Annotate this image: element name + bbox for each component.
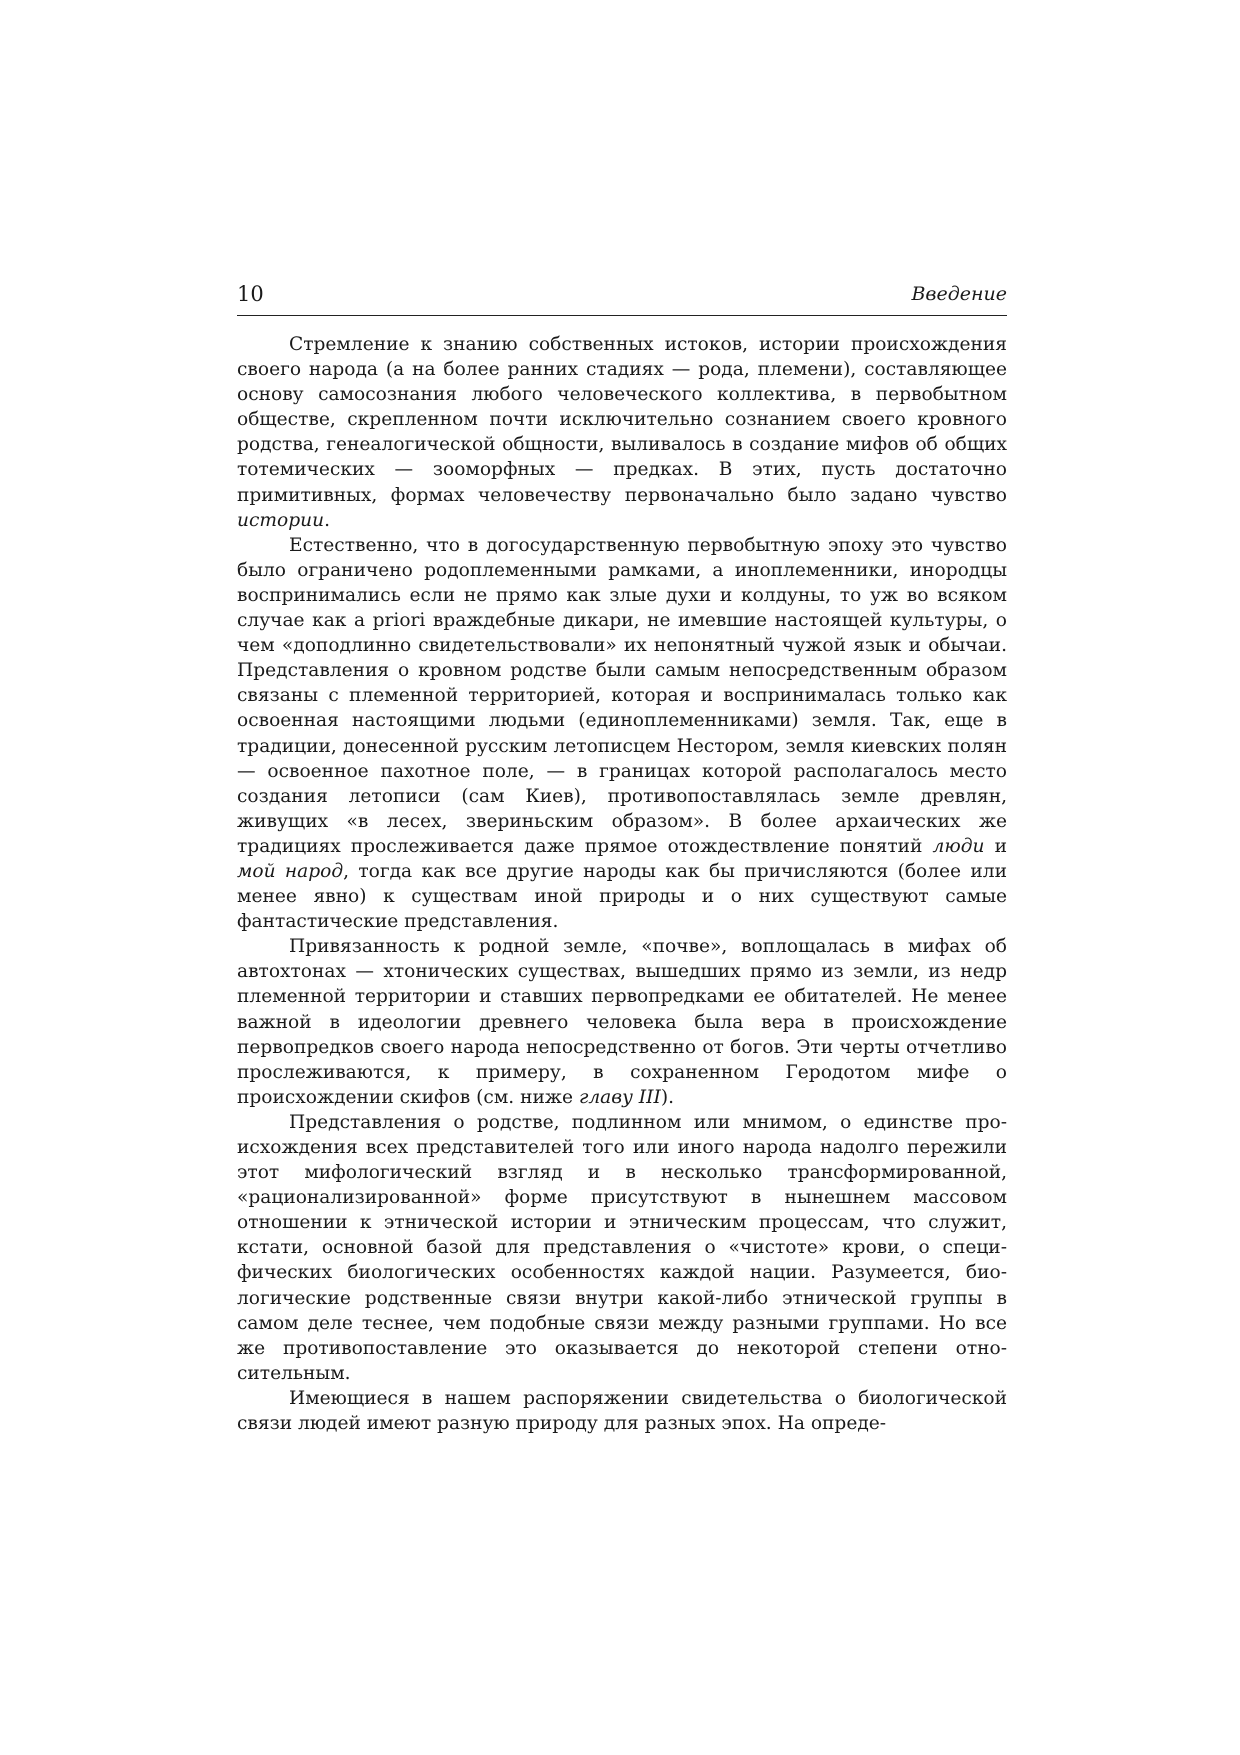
paragraph-1 [237, 332, 1007, 533]
paragraph-4 [237, 1110, 1007, 1386]
italic-term: истории [237, 509, 325, 531]
chapter-title: Введение [911, 283, 1007, 305]
page-number: 10 [237, 282, 264, 306]
body-text [237, 332, 1007, 1436]
text-run: и [984, 835, 1007, 857]
italic-term: мой народ [237, 860, 344, 882]
book-page [237, 279, 1007, 1436]
italic-reference: главу III [578, 1086, 661, 1108]
text-run: Естественно, что в догосударственную первобытную эпоху это чувство было ограничено родоплеменными рамками, а иноплеменники, инородцы воспринимались если не прямо как злые духи и колдуны, то уж во всяком случае как a priori враждебные дикари, не имевшие настоящей культуры, о чем «доподлинно свидетельствовали» их непонятный чужой язык и обычаи. Представления о кровном родстве были самым непосредственным образом связаны с племенной территорией, которая и воспринималась только как освоенная настоящими людьми (единоплеменниками) земля. Так, еще в традиции, донесенной русским летописцем Нестором, земля киевских полян — освоенное пахотное поле, — в границах которой располагалось место создания летописи (сам Киев), противопоставлялась земле древлян, живущих «в лесех, звериньским образом». В более архаических же традициях прослеживается даже прямое отождествление понятий [237, 534, 1007, 857]
paragraph-5 [237, 1386, 1007, 1436]
paragraph-3 [237, 934, 1007, 1110]
text-run: Имеющиеся в нашем распоряжении свидетельства о биологической связи людей имеют разную природу для разных эпох. На опреде- [237, 1387, 1007, 1435]
text-run: . [324, 509, 330, 531]
text-run: Представления о родстве, подлинном или мнимом, о единстве происхождения всех представителей того или иного народа надолго пережили этот мифологический взгляд и в несколько трансформированной, «рационализированной» форме присутствуют в нынешнем массовом отношении к этнической истории и этническим процессам, что служит, кстати, основной базой для представления о «чистоте» крови, о специфических биологических особенностях каждой нации. Разумеется, биологические родственные связи внутри какой-либо этнической группы в самом деле теснее, чем подобные связи между разными группами. Но все же противопоставление это оказывается до некоторой степени относительным. [237, 1111, 1007, 1384]
running-head [237, 279, 1007, 316]
italic-term: люди [932, 835, 985, 857]
text-run: Привязанность к родной земле, «почве», воплощалась в мифах об автохтонах — хтонических существах, вышедших прямо из земли, из недр племенной территории и ставших первопредками ее обитателей. Не менее важной в идеологии древнего человека была вера в происхождение первопредков своего народа непосредственно от богов. Эти черты отчетливо прослеживаются, к примеру, в сохраненном Геродотом мифе о происхождении скифов (см. ниже [237, 936, 1007, 1108]
text-run: Стремление к знанию собственных истоков, истории происхождения своего народа (а на более ранних стадиях — рода, племени), составляющее основу самосознания любого человеческого коллектива, в первобытном обществе, скрепленном почти исключительно сознанием своего кровного родства, генеалогической общности, выливалось в создание мифов об общих тотемических — зооморфных — предках. В этих, пусть достаточно примитивных, формах человечеству первоначально было задано чувство [237, 334, 1007, 506]
text-run: , тогда как все другие народы как бы причисляются (более или менее явно) к существам иной природы и о них существуют самые фантастические представления. [237, 860, 1007, 933]
text-run: ). [660, 1086, 674, 1108]
paragraph-2 [237, 533, 1007, 935]
